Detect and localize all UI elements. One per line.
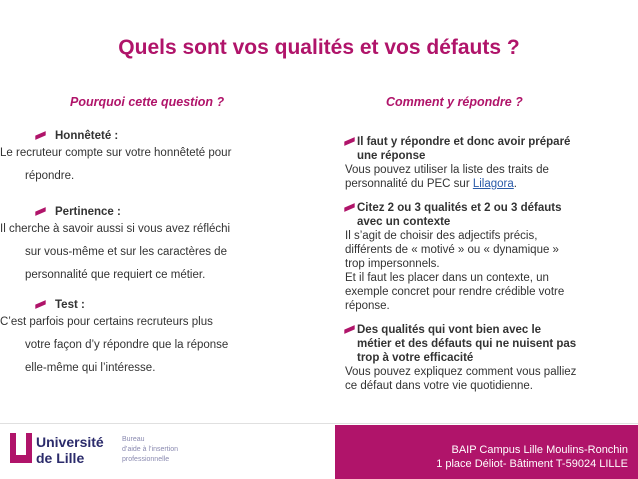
section-text xyxy=(0,218,296,287)
text-line: réponse. xyxy=(345,300,390,312)
section-heading xyxy=(345,135,610,163)
text-line: différents de « motivé » ou « dynamique » xyxy=(345,244,559,256)
heading-line: trop à votre efficacité xyxy=(357,352,474,364)
right-column xyxy=(345,135,610,403)
logo-sub-1: Bureau xyxy=(122,436,145,443)
logo-line-1: Université xyxy=(36,434,104,450)
section-text xyxy=(0,142,296,188)
bullet-icon xyxy=(35,301,45,310)
logo-graphic xyxy=(10,430,200,470)
page-title: Quels sont vos qualités et vos défauts ? xyxy=(118,36,520,59)
text-line: ce défaut dans votre vie quotidienne. xyxy=(345,380,533,392)
heading-line: Il faut y répondre et donc avoir préparé xyxy=(357,136,571,148)
universite-de-lille-logo xyxy=(10,430,200,470)
section-heading: Honnêteté : xyxy=(55,130,119,142)
text-line: Vous pouvez expliquez comment vous palliez xyxy=(345,366,577,378)
text-line: votre façon d’y répondre que la réponse xyxy=(25,339,229,351)
bullet-icon xyxy=(344,325,354,334)
logo-line-2: de Lille xyxy=(36,450,85,466)
right-column-header: Comment y répondre ? xyxy=(386,95,523,109)
footer-line-1: BAIP Campus Lille Moulins-Ronchin xyxy=(451,444,628,456)
left-column-header: Pourquoi cette question ? xyxy=(70,95,225,109)
section-text xyxy=(345,229,610,313)
section-heading: Pertinence : xyxy=(55,206,121,218)
bullet-icon xyxy=(344,137,354,146)
section-heading xyxy=(345,323,610,365)
text-line: exemple concret pour rendre crédible votre xyxy=(345,286,565,298)
section-text xyxy=(0,311,296,380)
text-line: trop impersonnels. xyxy=(345,258,440,270)
text-line: Vous pouvez utiliser la liste des traits de xyxy=(345,164,549,176)
heading-line: métier et des défauts qui ne nuisent pas xyxy=(357,338,577,350)
section-heading: Test : xyxy=(55,299,85,311)
section-honnetete xyxy=(0,130,296,188)
text-line: personnalité que requiert ce métier. xyxy=(25,269,206,281)
bullet-icon xyxy=(35,132,45,141)
section-heading xyxy=(345,201,610,229)
text-line: C’est parfois pour certains recruteurs plus xyxy=(0,316,213,328)
lilagora-link[interactable]: Lilagora xyxy=(472,178,514,190)
logo-sub-3: professionnelle xyxy=(122,456,170,463)
section-preparer xyxy=(345,135,610,191)
text-line: elle-même qui l’intéresse. xyxy=(25,362,156,374)
section-text xyxy=(345,365,610,393)
text-line xyxy=(345,177,610,191)
heading-line: Citez 2 ou 3 qualités et 2 ou 3 défauts xyxy=(357,202,562,214)
text-line: Il s’agit de choisir des adjectifs précis, xyxy=(345,230,538,242)
section-citez xyxy=(345,201,610,313)
text-line: sur vous-même et sur les caractères de xyxy=(25,246,227,258)
left-column xyxy=(0,130,296,392)
section-pertinence xyxy=(0,206,296,287)
section-qualites-metier xyxy=(345,323,610,393)
footer-address xyxy=(436,443,628,471)
text-line: Le recruteur compte sur votre honnêteté pour xyxy=(0,147,232,159)
section-text xyxy=(345,163,610,191)
heading-line: Des qualités qui vont bien avec le xyxy=(357,324,542,336)
text-fragment: personnalité du PEC sur xyxy=(345,178,473,190)
footer-divider xyxy=(0,423,638,424)
section-test xyxy=(0,299,296,380)
heading-line: avec un contexte xyxy=(357,216,451,228)
logo-sub-2: d’aide à l’insertion xyxy=(122,446,179,453)
bullet-icon xyxy=(35,208,45,217)
text-line: Il cherche à savoir aussi si vous avez réfléchi xyxy=(0,223,231,235)
text-line: répondre. xyxy=(25,170,75,182)
footer-line-2: 1 place Déliot- Bâtiment T-59024 LILLE xyxy=(436,458,628,470)
bullet-icon xyxy=(344,203,354,212)
heading-line: une réponse xyxy=(357,150,426,162)
text-line: Et il faut les placer dans un contexte, un xyxy=(345,272,549,284)
text-fragment: . xyxy=(513,178,517,190)
